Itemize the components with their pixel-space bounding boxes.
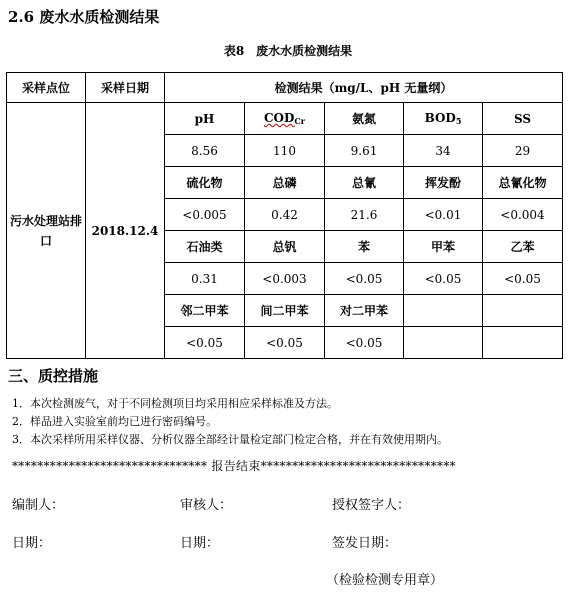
date-label-2: 日期： (180, 536, 220, 551)
param-row (7, 103, 563, 135)
bod-subscript: 5 (455, 116, 462, 126)
value-cell: 8.56 (165, 135, 245, 167)
qc-section-title: 三、质控措施 (8, 367, 99, 385)
value-cell: <0.01 (404, 199, 483, 231)
param-cell: 苯 (325, 231, 404, 263)
cod-subscript: Cr (294, 116, 305, 126)
report-end-line: ******************************* 报告结束******************************* (12, 459, 456, 473)
reviewer-label: 审核人： (180, 498, 233, 513)
qc-note: 3．本次采样所用采样仪器、分析仪器全部经计量检定部门检定合格，并在有效使用期内。 (12, 433, 448, 446)
param-cell (245, 103, 325, 135)
param-cod-text: COD (263, 111, 295, 125)
value-cell: <0.05 (165, 327, 245, 359)
qc-note: 2．样品进入实验室前均已进行密码编号。 (12, 415, 217, 428)
issue-date-label: 签发日期： (332, 536, 398, 551)
header-sampling-date: 采样日期 (86, 73, 165, 103)
param-cell: 石油类 (165, 231, 245, 263)
param-cell: 总钒 (245, 231, 325, 263)
param-cell (404, 103, 483, 135)
param-cell: SS (483, 103, 563, 135)
value-cell: 9.61 (325, 135, 404, 167)
value-cell: <0.05 (245, 327, 325, 359)
empty-cell (404, 295, 483, 327)
param-cell: 间二甲苯 (245, 295, 325, 327)
param-cell: 总氰 (325, 167, 404, 199)
value-cell: 21.6 (325, 199, 404, 231)
param-cell: 甲苯 (404, 231, 483, 263)
empty-cell (483, 327, 563, 359)
param-cell: 对二甲苯 (325, 295, 404, 327)
value-cell: <0.05 (325, 263, 404, 295)
param-cell: 氨氮 (325, 103, 404, 135)
water-quality-table (6, 72, 563, 359)
param-cell: pH (165, 103, 245, 135)
value-cell: <0.003 (245, 263, 325, 295)
empty-cell (483, 295, 563, 327)
empty-cell (404, 327, 483, 359)
header-test-result: 检测结果（mg/L、pH 无量纲） (165, 73, 563, 103)
param-cell: 挥发酚 (404, 167, 483, 199)
param-cell: 总磷 (245, 167, 325, 199)
value-cell: <0.05 (325, 327, 404, 359)
param-cell: 总氰化物 (483, 167, 563, 199)
date-label-1: 日期： (12, 536, 52, 551)
authorizer-label: 授权签字人： (332, 498, 411, 513)
compiler-label: 编制人： (12, 498, 65, 513)
value-cell: 0.42 (245, 199, 325, 231)
seal-label: （检验检测专用章） (326, 573, 444, 588)
param-bod-text: BOD (424, 111, 456, 125)
value-cell: 0.31 (165, 263, 245, 295)
param-cell: 邻二甲苯 (165, 295, 245, 327)
value-cell: 110 (245, 135, 325, 167)
section-title: 2.6 废水水质检测结果 (8, 8, 160, 26)
table-caption: 表8 废水水质检测结果 (223, 44, 353, 58)
param-cell: 乙苯 (483, 231, 563, 263)
qc-note: 1．本次检测废气，对于不同检测项目均采用相应采样标准及方法。 (12, 397, 338, 410)
value-cell: 34 (404, 135, 483, 167)
table-header-row (7, 73, 563, 103)
value-cell: <0.005 (165, 199, 245, 231)
value-cell: 29 (483, 135, 563, 167)
sampling-point-cell: 污水处理站排口 (7, 103, 86, 359)
value-cell: <0.004 (483, 199, 563, 231)
sampling-date-cell: 2018.12.4 (86, 103, 165, 359)
param-cell: 硫化物 (165, 167, 245, 199)
header-sampling-point: 采样点位 (7, 73, 86, 103)
value-cell: <0.05 (483, 263, 563, 295)
value-cell: <0.05 (404, 263, 483, 295)
